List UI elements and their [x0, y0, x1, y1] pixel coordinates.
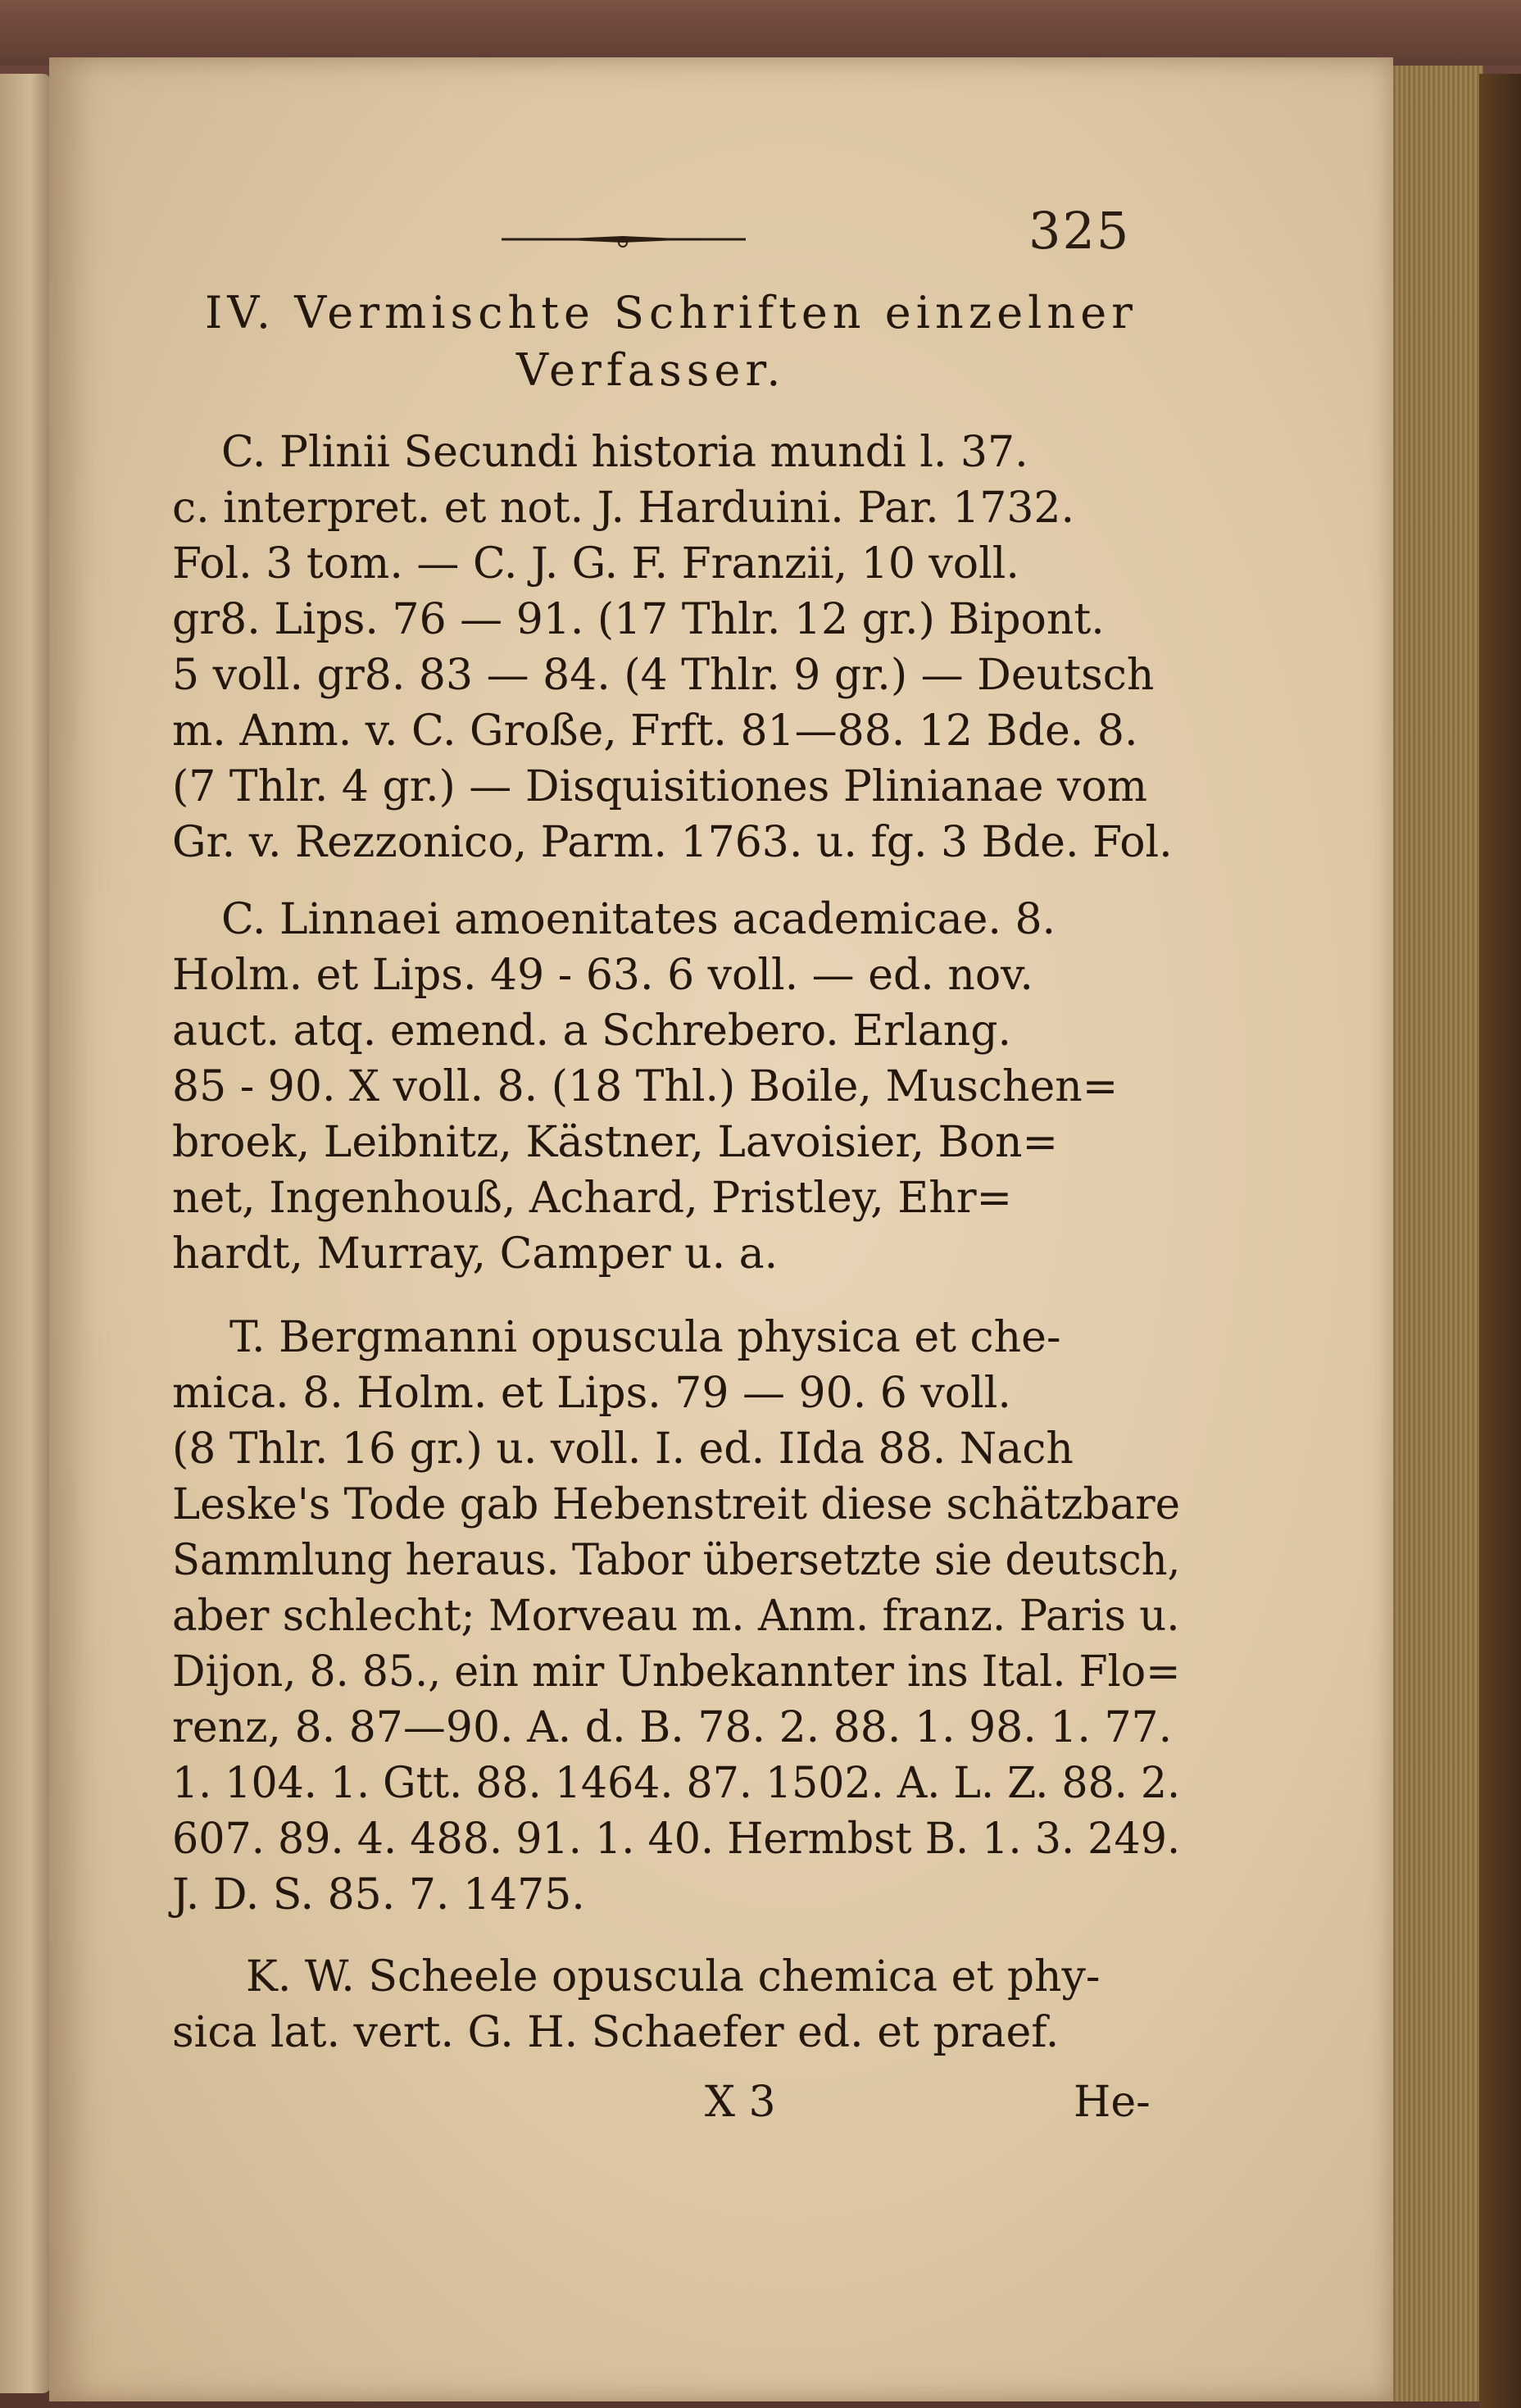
entry-line: Dijon, 8. 85., ein mir Unbekannter ins Ital. Flo= [172, 1647, 1181, 1697]
entry-line: (7 Thlr. 4 gr.) — Disquisitiones Plinianae vom [172, 762, 1148, 811]
book-cover-edge [1479, 74, 1521, 2408]
signature-mark: X 3 [705, 2078, 776, 2127]
entry-line: Leske's Tode gab Hebenstreit diese schätzbare [172, 1480, 1181, 1529]
section-heading-line-1: IV. Vermischte Schriften einzelner [205, 287, 1137, 338]
entry-line: renz, 8. 87—90. A. d. B. 78. 2. 88. 1. 98. 1. 77. [172, 1703, 1173, 1752]
entry-line: mica. 8. Holm. et Lips. 79 — 90. 6 voll. [172, 1369, 1011, 1418]
entry-line: 5 voll. gr8. 83 — 84. (4 Thlr. 9 gr.) — Deutsch [172, 651, 1155, 700]
entry-line: hardt, Murray, Camper u. a. [172, 1229, 779, 1279]
page-block-edge [1385, 66, 1483, 2401]
entry-line: Holm. et Lips. 49 - 63. 6 voll. — ed. nov. [172, 951, 1033, 1000]
entry-line: auct. atq. emend. a Schrebero. Erlang. [172, 1006, 1012, 1056]
entry-line: K. W. Scheele opuscula chemica et phy- [246, 1952, 1101, 2001]
entry-line: 607. 89. 4. 488. 91. 1. 40. Hermbst B. 1. 3. 249. [172, 1815, 1181, 1864]
entry-line: net, Ingenhouß, Achard, Pristley, Ehr= [172, 1174, 1013, 1223]
book-top-edge [0, 0, 1521, 66]
entry-line: 1. 104. 1. Gtt. 88. 1464. 87. 1502. A. L. Z. 88. 2. [172, 1759, 1181, 1808]
entry-line: aber schlecht; Morveau m. Anm. franz. Paris u. [172, 1592, 1180, 1641]
entry-line: sica lat. vert. G. H. Schaefer ed. et praef. [172, 2008, 1060, 2057]
entry-line: gr8. Lips. 76 — 91. (17 Thlr. 12 gr.) Bipont. [172, 595, 1105, 644]
entry-line: m. Anm. v. C. Große, Frft. 81—88. 12 Bde. 8. [172, 706, 1138, 756]
entry-line: T. Bergmanni opuscula physica et che- [229, 1313, 1061, 1362]
entry-line: 85 - 90. X voll. 8. (18 Thl.) Boile, Muschen= [172, 1062, 1119, 1111]
page-number: 325 [1028, 201, 1131, 261]
entry-line: Fol. 3 tom. — C. J. G. F. Franzii, 10 voll. [172, 539, 1019, 588]
entry-line: c. interpret. et not. J. Harduini. Par. 1732. [172, 484, 1075, 533]
entry-line: Gr. v. Rezzonico, Parm. 1763. u. fg. 3 Bde. Fol. [172, 818, 1173, 867]
entry-line: Sammlung heraus. Tabor übersetzte sie deutsch, [172, 1536, 1181, 1585]
entry-line: (8 Thlr. 16 gr.) u. voll. I. ed. IIda 88. Nach [172, 1424, 1074, 1474]
entry-line: J. D. S. 85. 7. 1475. [172, 1870, 585, 1920]
entry-line: C. Plinii Secundi historia mundi l. 37. [221, 428, 1028, 477]
section-heading-line-2: Verfasser. [516, 344, 786, 396]
entry-line: C. Linnaei amoenitates academicae. 8. [221, 895, 1056, 944]
left-facing-page-edge [0, 74, 51, 2393]
catchword: He- [1074, 2078, 1151, 2127]
entry-line: broek, Leibnitz, Kästner, Lavoisier, Bon= [172, 1118, 1059, 1167]
ornamental-rule [500, 231, 762, 248]
